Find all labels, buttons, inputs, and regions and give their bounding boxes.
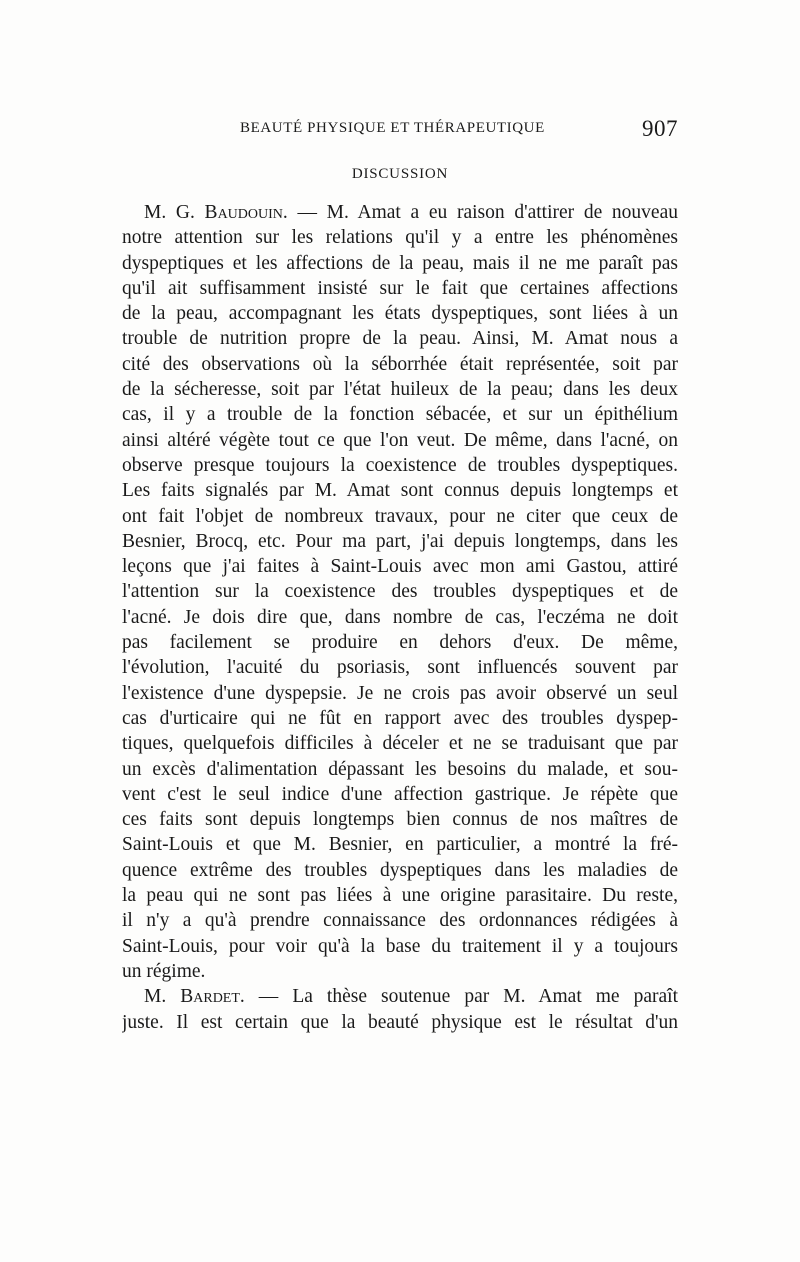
text-line: l'existence d'une dyspepsie. Je ne crois pas avoir observé un seul <box>122 682 678 704</box>
text-line: Saint-Louis et que M. Besnier, en particulier, a montré la fré- <box>122 834 678 856</box>
page-number: 907 <box>642 116 678 141</box>
text-line: cas d'urticaire qui ne fût en rapport avec des troubles dyspep- <box>122 707 678 729</box>
text-line: un régime. <box>122 960 206 982</box>
text-line: Saint-Louis, pour voir qu'à la base du traitement il y a toujours <box>122 935 678 957</box>
text-line: de la peau, accompagnant les états dyspeptiques, sont liées à un <box>122 303 678 325</box>
speaker-name: M. G. Baudouin. <box>144 202 288 223</box>
text-line: pas facilement se produire en dehors d'eux. De même, <box>122 632 678 654</box>
text-line: Besnier, Brocq, etc. Pour ma part, j'ai depuis longtemps, dans les <box>122 530 678 552</box>
section-title: DISCUSSION <box>351 166 449 182</box>
text-line: de la sécheresse, soit par l'état huileux de la peau; dans les deux <box>122 379 678 401</box>
text-line: vent c'est le seul indice d'une affection gastrique. Je répète que <box>122 783 678 805</box>
text-line: quence extrême des troubles dyspeptiques dans les maladies de <box>122 859 678 881</box>
text-line: trouble de nutrition propre de la peau. Ainsi, M. Amat nous a <box>122 328 678 350</box>
text-line: dyspeptiques et les affections de la peau, mais il ne me paraît pas <box>122 252 678 274</box>
text-line: notre attention sur les relations qu'il y a entre les phénomènes <box>122 227 678 249</box>
paragraph-bardet <box>122 984 678 1035</box>
text-line: ainsi altéré végète tout ce que l'on veut. De même, dans l'acné, on <box>122 429 678 451</box>
text-line: ont fait l'objet de nombreux travaux, pour ne citer que ceux de <box>122 505 678 527</box>
text-line: l'évolution, l'acuité du psoriasis, sont influencés souvent par <box>122 657 678 679</box>
text-line: qu'il ait suffisamment insisté sur le fait que certaines affections <box>122 277 678 299</box>
text-line: cité des observations où la séborrhée était représentée, soit par <box>122 353 678 375</box>
text-line: leçons que j'ai faites à Saint-Louis avec mon ami Gastou, attiré <box>122 556 678 578</box>
text-line: Les faits signalés par M. Amat sont connus depuis longtemps et <box>122 480 678 502</box>
text-line: il n'y a qu'à prendre connaissance des ordonnances rédigées à <box>122 910 678 932</box>
text-line: l'acné. Je dois dire que, dans nombre de cas, l'eczéma ne doit <box>122 606 678 628</box>
text-line: cas, il y a trouble de la fonction sébacée, et sur un épithélium <box>122 404 678 426</box>
text-line: ces faits sont depuis longtemps bien connus de nos maîtres de <box>122 809 678 831</box>
text-line: l'attention sur la coexistence des troubles dyspeptiques et de <box>122 581 678 603</box>
text-line: M. G. Baudouin. — M. Amat a eu raison d'attirer de nouveau <box>144 202 678 223</box>
text-line: la peau qui ne sont pas liées à une origine parasitaire. Du reste, <box>122 885 678 907</box>
paragraph-baudouin <box>122 200 678 984</box>
running-head <box>122 118 678 148</box>
text-line: observe presque toujours la coexistence de troubles dyspeptiques. <box>122 454 678 476</box>
text-line: un excès d'alimentation dépassant les besoins du malade, et sou- <box>122 758 678 780</box>
body-text <box>122 200 678 1035</box>
text-line: juste. Il est certain que la beauté physique est le résultat d'un <box>122 1011 678 1033</box>
speaker-name: M. Bardet. <box>144 986 245 1008</box>
running-title: BEAUTÉ PHYSIQUE ET THÉRAPEUTIQUE <box>240 120 545 136</box>
text-line: M. Bardet. — La thèse soutenue par M. Amat me paraît <box>144 986 678 1008</box>
text-line: tiques, quelquefois difficiles à déceler et ne se traduisant que par <box>122 733 678 755</box>
